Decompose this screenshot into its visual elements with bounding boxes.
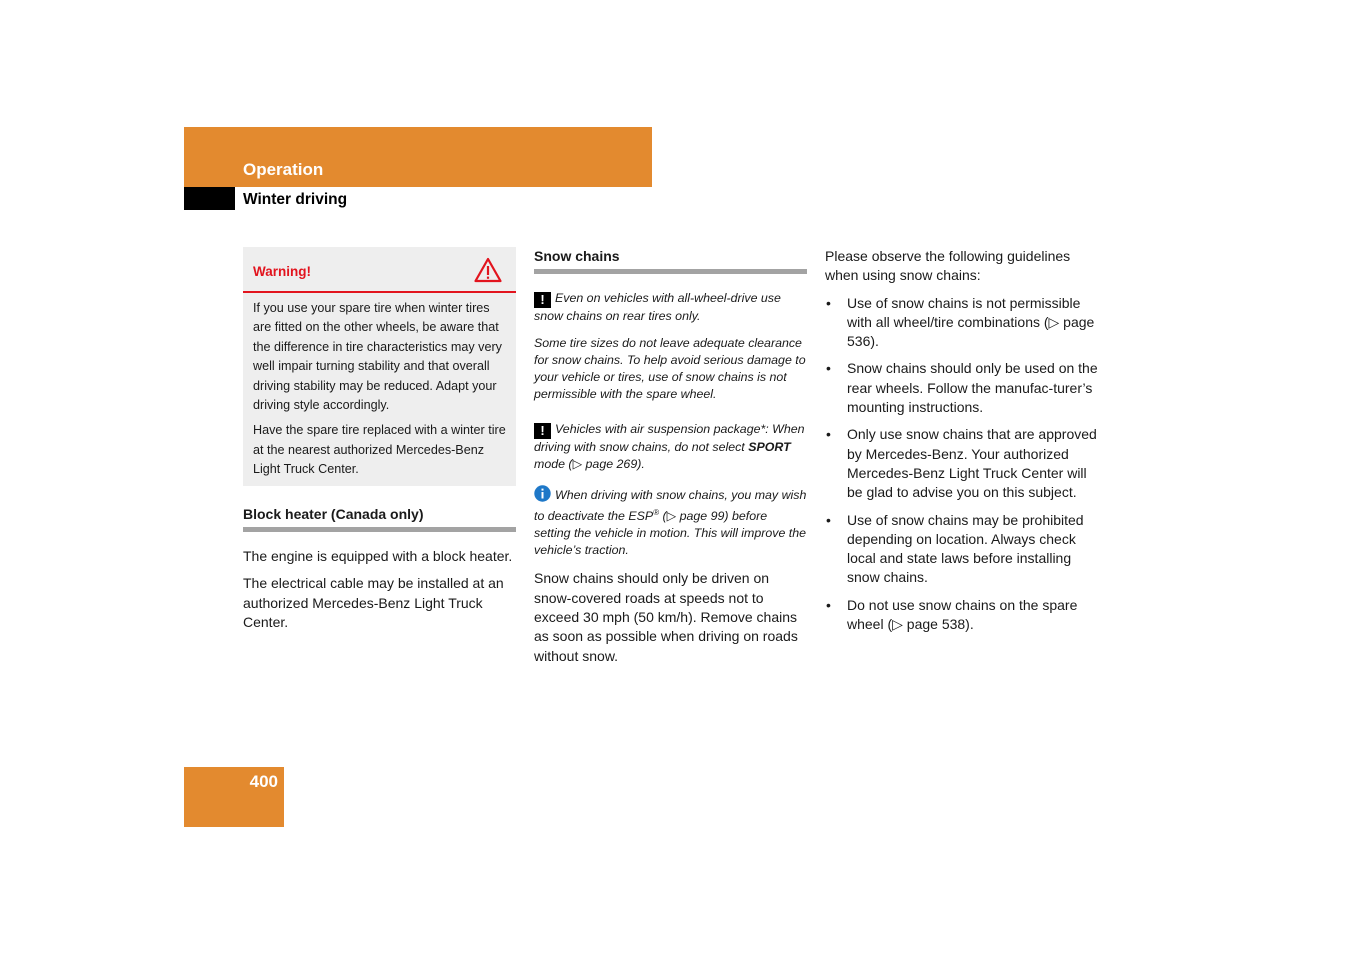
exclamation-icon: !	[534, 292, 551, 308]
snow-chains-speed-paragraph: Snow chains should only be driven on snow-covered roads at speeds not to exceed 30 mph (50 km/h). Remove chains as soon as possible when driving on roads without snow.	[534, 570, 798, 664]
guidelines-intro: Please observe the following guidelines when using snow chains:	[825, 248, 1071, 284]
esp-info-text: When driving with snow chains, you may wish to deactivate the ESP	[534, 488, 807, 524]
esp-info-note	[534, 485, 807, 559]
block-heater-heading: Block heater (Canada only)	[243, 505, 516, 532]
caution-note-text: Even on vehicles with all-wheel-drive use snow chains on rear tires only.	[534, 291, 781, 324]
list-item	[825, 359, 1101, 417]
column-right	[825, 247, 1101, 642]
snow-chains-heading: Snow chains	[534, 247, 807, 274]
column-middle	[534, 247, 807, 674]
info-icon	[534, 485, 551, 502]
list-item-text: Use of snow chains may be prohibited depending on location. Always check local and state laws before installing snow chains.	[847, 511, 1084, 586]
warning-paragraph: If you use your spare tire when winter tires are fitted on the other wheels, be aware that the difference in tire characteristics may very well impair turning stability and that overall driving stability may be reduced. Adapt your driving style accordingly.	[253, 301, 502, 413]
bullet-icon: •	[826, 294, 831, 311]
block-heater-paragraph: The engine is equipped with a block heater.	[243, 547, 513, 564]
exclamation-icon: !	[534, 423, 551, 439]
warning-paragraph: Have the spare tire replaced with a winter tire at the nearest authorized Mercedes-Benz Light Truck Center.	[253, 423, 506, 477]
list-item-text: Snow chains should only be used on the rear wheels. Follow the manufac-turer’s mounting instructions.	[847, 360, 1098, 416]
warning-header	[243, 247, 516, 293]
list-item	[825, 511, 1101, 588]
bullet-icon: •	[826, 360, 831, 377]
section-tab-marker	[184, 187, 235, 210]
bullet-icon: •	[826, 596, 831, 613]
air-suspension-note-text: Vehicles with air suspension package*: When driving with snow chains, do not select	[534, 422, 805, 455]
caution-note-continued: Some tire sizes do not leave adequate clearance for snow chains. To help avoid serious damage to your vehicle or tires, use of snow chains is not permissible with the spare wheel.	[534, 336, 806, 402]
sport-mode-label: SPORT	[748, 440, 791, 455]
guidelines-list	[825, 294, 1101, 635]
block-heater-paragraph: The electrical cable may be installed at an authorized Mercedes-Benz Light Truck Center.	[243, 575, 504, 630]
bullet-icon: •	[826, 426, 831, 443]
page-number: 400	[249, 772, 278, 791]
esp-info-text-continued: (▷ page 99) before setting the vehicle in motion. This will improve the vehicle’s traction.	[534, 509, 807, 558]
air-suspension-note	[534, 421, 807, 473]
air-suspension-note-page-ref: mode (▷ page 269).	[534, 457, 645, 472]
list-item	[825, 425, 1101, 502]
section-title: Operation	[243, 160, 324, 179]
column-left	[243, 247, 516, 640]
warning-label: Warning!	[253, 264, 311, 279]
warning-triangle-icon	[474, 257, 502, 283]
list-item-text: Do not use snow chains on the spare wheel (▷ page 538).	[847, 596, 1078, 633]
bullet-icon: •	[826, 511, 831, 528]
page-number-box	[184, 767, 284, 827]
caution-note	[534, 290, 807, 325]
warning-box	[243, 247, 516, 486]
subsection-title: Winter driving	[243, 191, 348, 208]
warning-body	[243, 293, 516, 486]
list-item	[825, 596, 1101, 635]
list-item	[825, 294, 1101, 352]
registered-mark: ®	[653, 508, 660, 518]
list-item-text: Use of snow chains is not permissible with all wheel/tire combinations (▷ page 536).	[847, 294, 1095, 350]
list-item-text: Only use snow chains that are approved by Mercedes-Benz. Your authorized Mercedes-Benz Light Truck Center will be glad to advise you on this subject.	[847, 426, 1097, 501]
